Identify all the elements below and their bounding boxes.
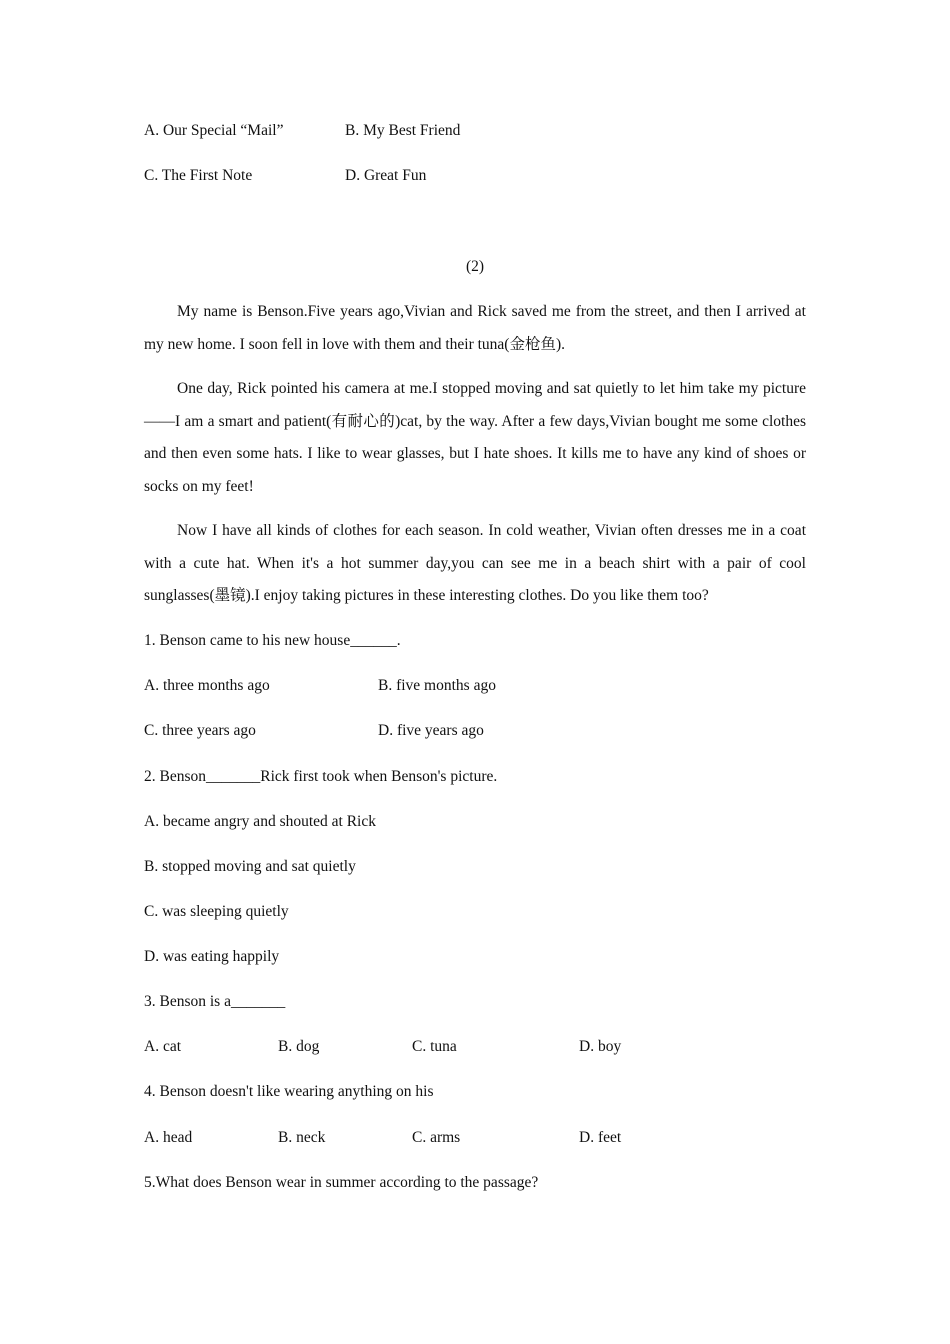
passage-paragraph: One day, Rick pointed his camera at me.I stopped moving and sat quietly to let him take my picture——I am a smart and patient(有耐心的)cat, by the way. After a few days,Vivian bought me some clothes and then even some hats. I like to wear glasses, but I hate shoes. It kills me to have any kind of shoes or socks on my feet! — [144, 380, 806, 495]
option-text: D. was eating happily — [144, 948, 280, 965]
option-text: B. neck — [278, 1129, 326, 1146]
question-stem: 5.What does Benson wear in summer according to the passage? — [144, 1174, 539, 1191]
option-text: C. three years ago — [144, 722, 256, 739]
option-text: A. head — [144, 1129, 193, 1146]
option-text: B. My Best Friend — [345, 122, 461, 139]
option-text: A. Our Special “Mail” — [144, 122, 284, 139]
passage-paragraph: Now I have all kinds of clothes for each season. In cold weather, Vivian often dresses me in a coat with a cute hat. When it's a hot summer day,you can see me in a beach shirt with a pair of cool sunglasses(墨镜).I enjoy taking pictures in these interesting clothes. Do you like them too? — [144, 522, 806, 604]
option-text: A. three months ago — [144, 677, 270, 694]
option-text: D. Great Fun — [345, 167, 427, 184]
option-text: B. dog — [278, 1038, 320, 1055]
option-text: D. boy — [579, 1038, 622, 1055]
option-text: C. was sleeping quietly — [144, 903, 289, 920]
question-stem: 4. Benson doesn't like wearing anything on his — [144, 1083, 434, 1100]
option-text: B. five months ago — [378, 677, 496, 694]
section-number: (2) — [465, 258, 485, 275]
option-text: C. arms — [412, 1129, 461, 1146]
option-text: A. cat — [144, 1038, 182, 1055]
passage-paragraph: My name is Benson.Five years ago,Vivian and Rick saved me from the street, and then I arrived at my new home. I soon fell in love with them and their tuna(金枪鱼). — [144, 303, 806, 353]
option-text: A. became angry and shouted at Rick — [144, 813, 376, 830]
option-text: B. stopped moving and sat quietly — [144, 858, 356, 875]
option-text: D. feet — [579, 1129, 622, 1146]
question-stem: 2. Benson_______Rick first took when Benson's picture. — [144, 768, 498, 785]
question-stem: 3. Benson is a_______ — [144, 993, 286, 1010]
option-text: C. tuna — [412, 1038, 457, 1055]
option-text: D. five years ago — [378, 722, 484, 739]
question-stem: 1. Benson came to his new house______. — [144, 632, 401, 649]
option-text: C. The First Note — [144, 167, 253, 184]
